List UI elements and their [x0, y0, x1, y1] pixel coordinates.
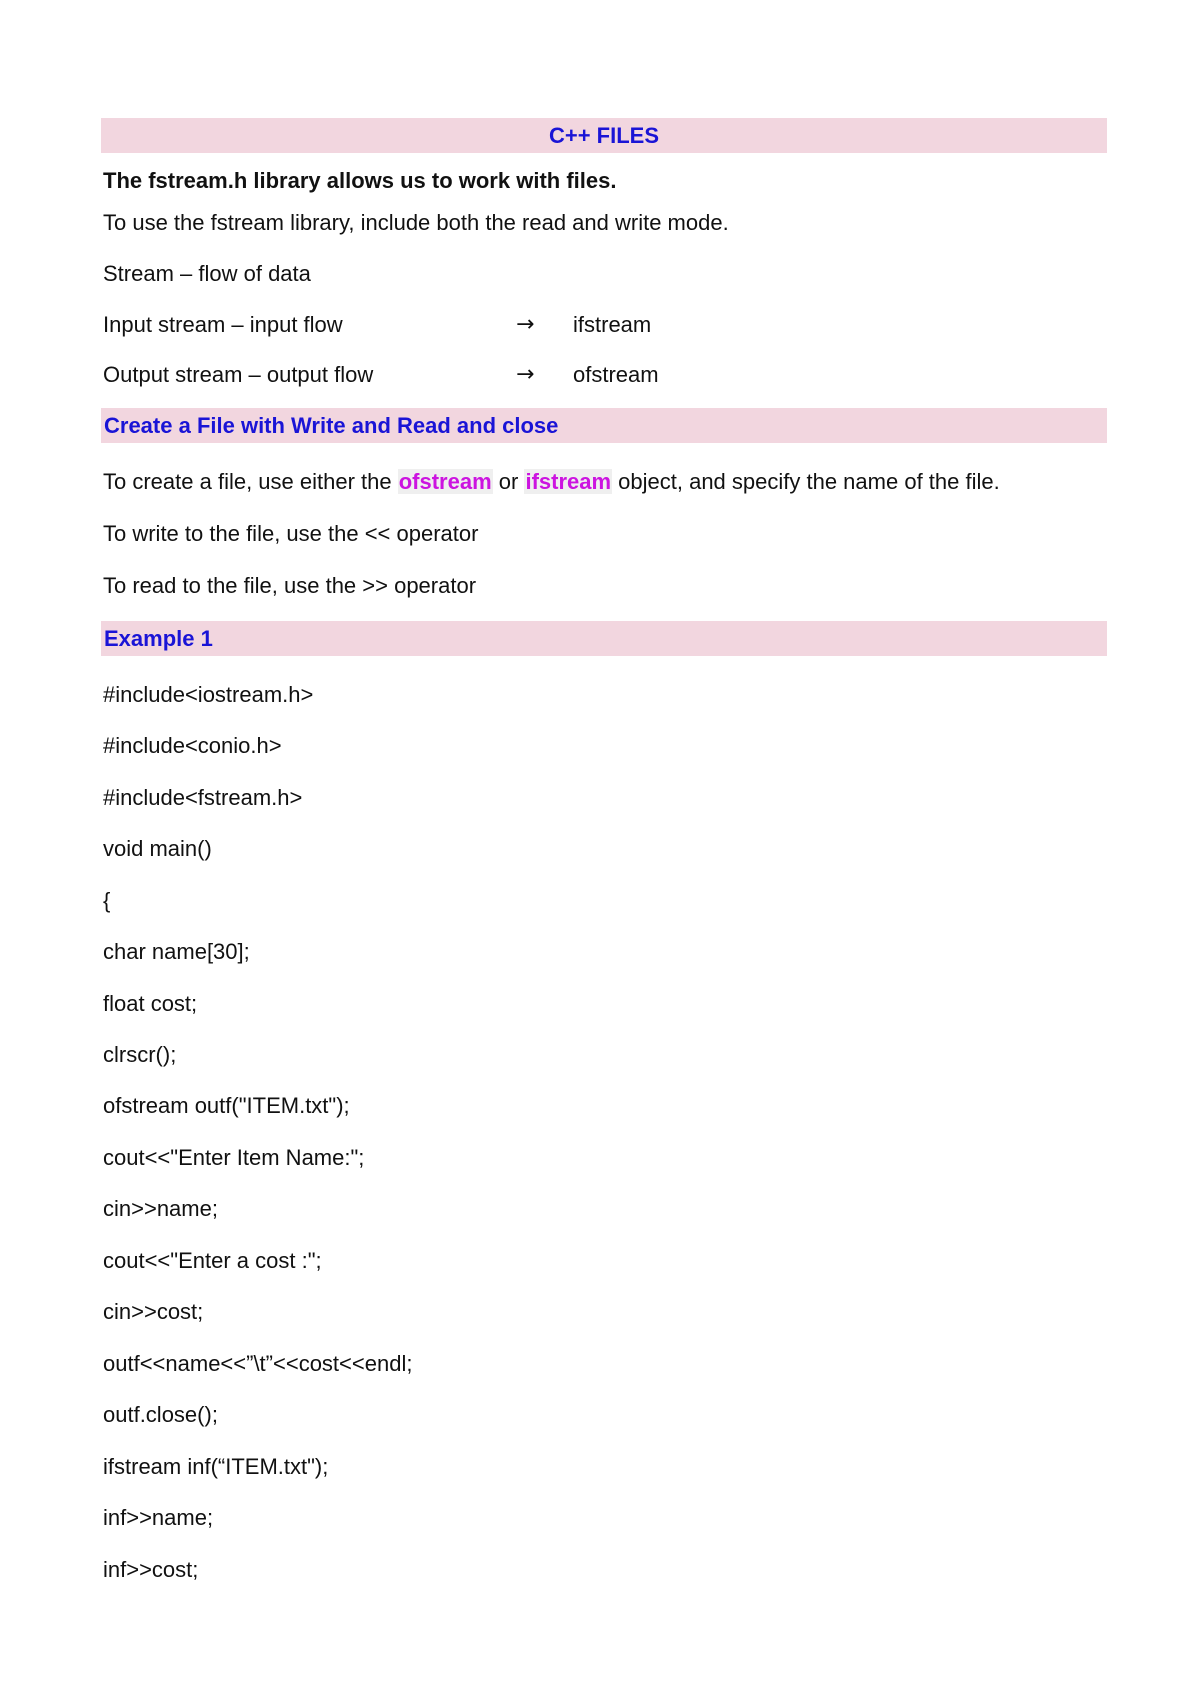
- ifstream-highlight: ifstream: [525, 469, 612, 494]
- create-file-line: [103, 469, 1000, 495]
- code-line: outf.close();: [103, 1402, 218, 1427]
- create-suffix: object, and specify the name of the file.: [612, 469, 1000, 494]
- create-prefix: To create a file, use either the: [103, 469, 398, 494]
- section-heading-band: [101, 408, 1107, 443]
- code-line: clrscr();: [103, 1042, 177, 1067]
- arrow-right-icon: →: [516, 312, 535, 337]
- arrow-right-icon: →: [516, 362, 535, 387]
- code-line: ifstream inf(“ITEM.txt");: [103, 1454, 329, 1479]
- create-mid: or: [492, 469, 525, 494]
- code-line: cin>>cost;: [103, 1299, 204, 1324]
- read-operator-line: To read to the file, use the >> operator: [103, 573, 477, 598]
- input-stream-label: Input stream – input flow: [103, 312, 343, 337]
- page-title: C++ FILES: [548, 122, 660, 148]
- code-line: #include<iostream.h>: [103, 682, 314, 707]
- code-line: cout<<"Enter a cost :";: [103, 1248, 322, 1273]
- ofstream-highlight: ofstream: [398, 469, 492, 494]
- code-line: float cost;: [103, 991, 198, 1016]
- code-line: #include<conio.h>: [103, 733, 282, 758]
- code-line: inf>>cost;: [103, 1557, 199, 1582]
- output-stream-label: Output stream – output flow: [103, 362, 374, 387]
- code-line: inf>>name;: [103, 1505, 214, 1530]
- input-stream-value: ifstream: [573, 312, 652, 337]
- example-heading: Example 1: [104, 625, 213, 651]
- output-stream-value: ofstream: [573, 362, 659, 387]
- code-line: outf<<name<<”\t”<<cost<<endl;: [103, 1351, 413, 1376]
- code-line: cin>>name;: [103, 1196, 218, 1221]
- code-line: cout<<"Enter Item Name:";: [103, 1145, 365, 1170]
- code-line: char name[30];: [103, 939, 250, 964]
- section-heading: Create a File with Write and Read and close: [104, 412, 559, 438]
- title-band: [101, 118, 1107, 153]
- code-line: {: [103, 888, 111, 913]
- code-line: #include<fstream.h>: [103, 785, 303, 810]
- example-heading-band: [101, 621, 1107, 656]
- intro-line: To use the fstream library, include both the read and write mode.: [103, 210, 729, 235]
- code-line: ofstream outf("ITEM.txt");: [103, 1093, 350, 1118]
- write-operator-line: To write to the file, use the << operator: [103, 521, 479, 546]
- code-line: void main(): [103, 836, 212, 861]
- stream-definition: Stream – flow of data: [103, 261, 311, 286]
- intro-bold-line: The fstream.h library allows us to work with files.: [103, 168, 617, 193]
